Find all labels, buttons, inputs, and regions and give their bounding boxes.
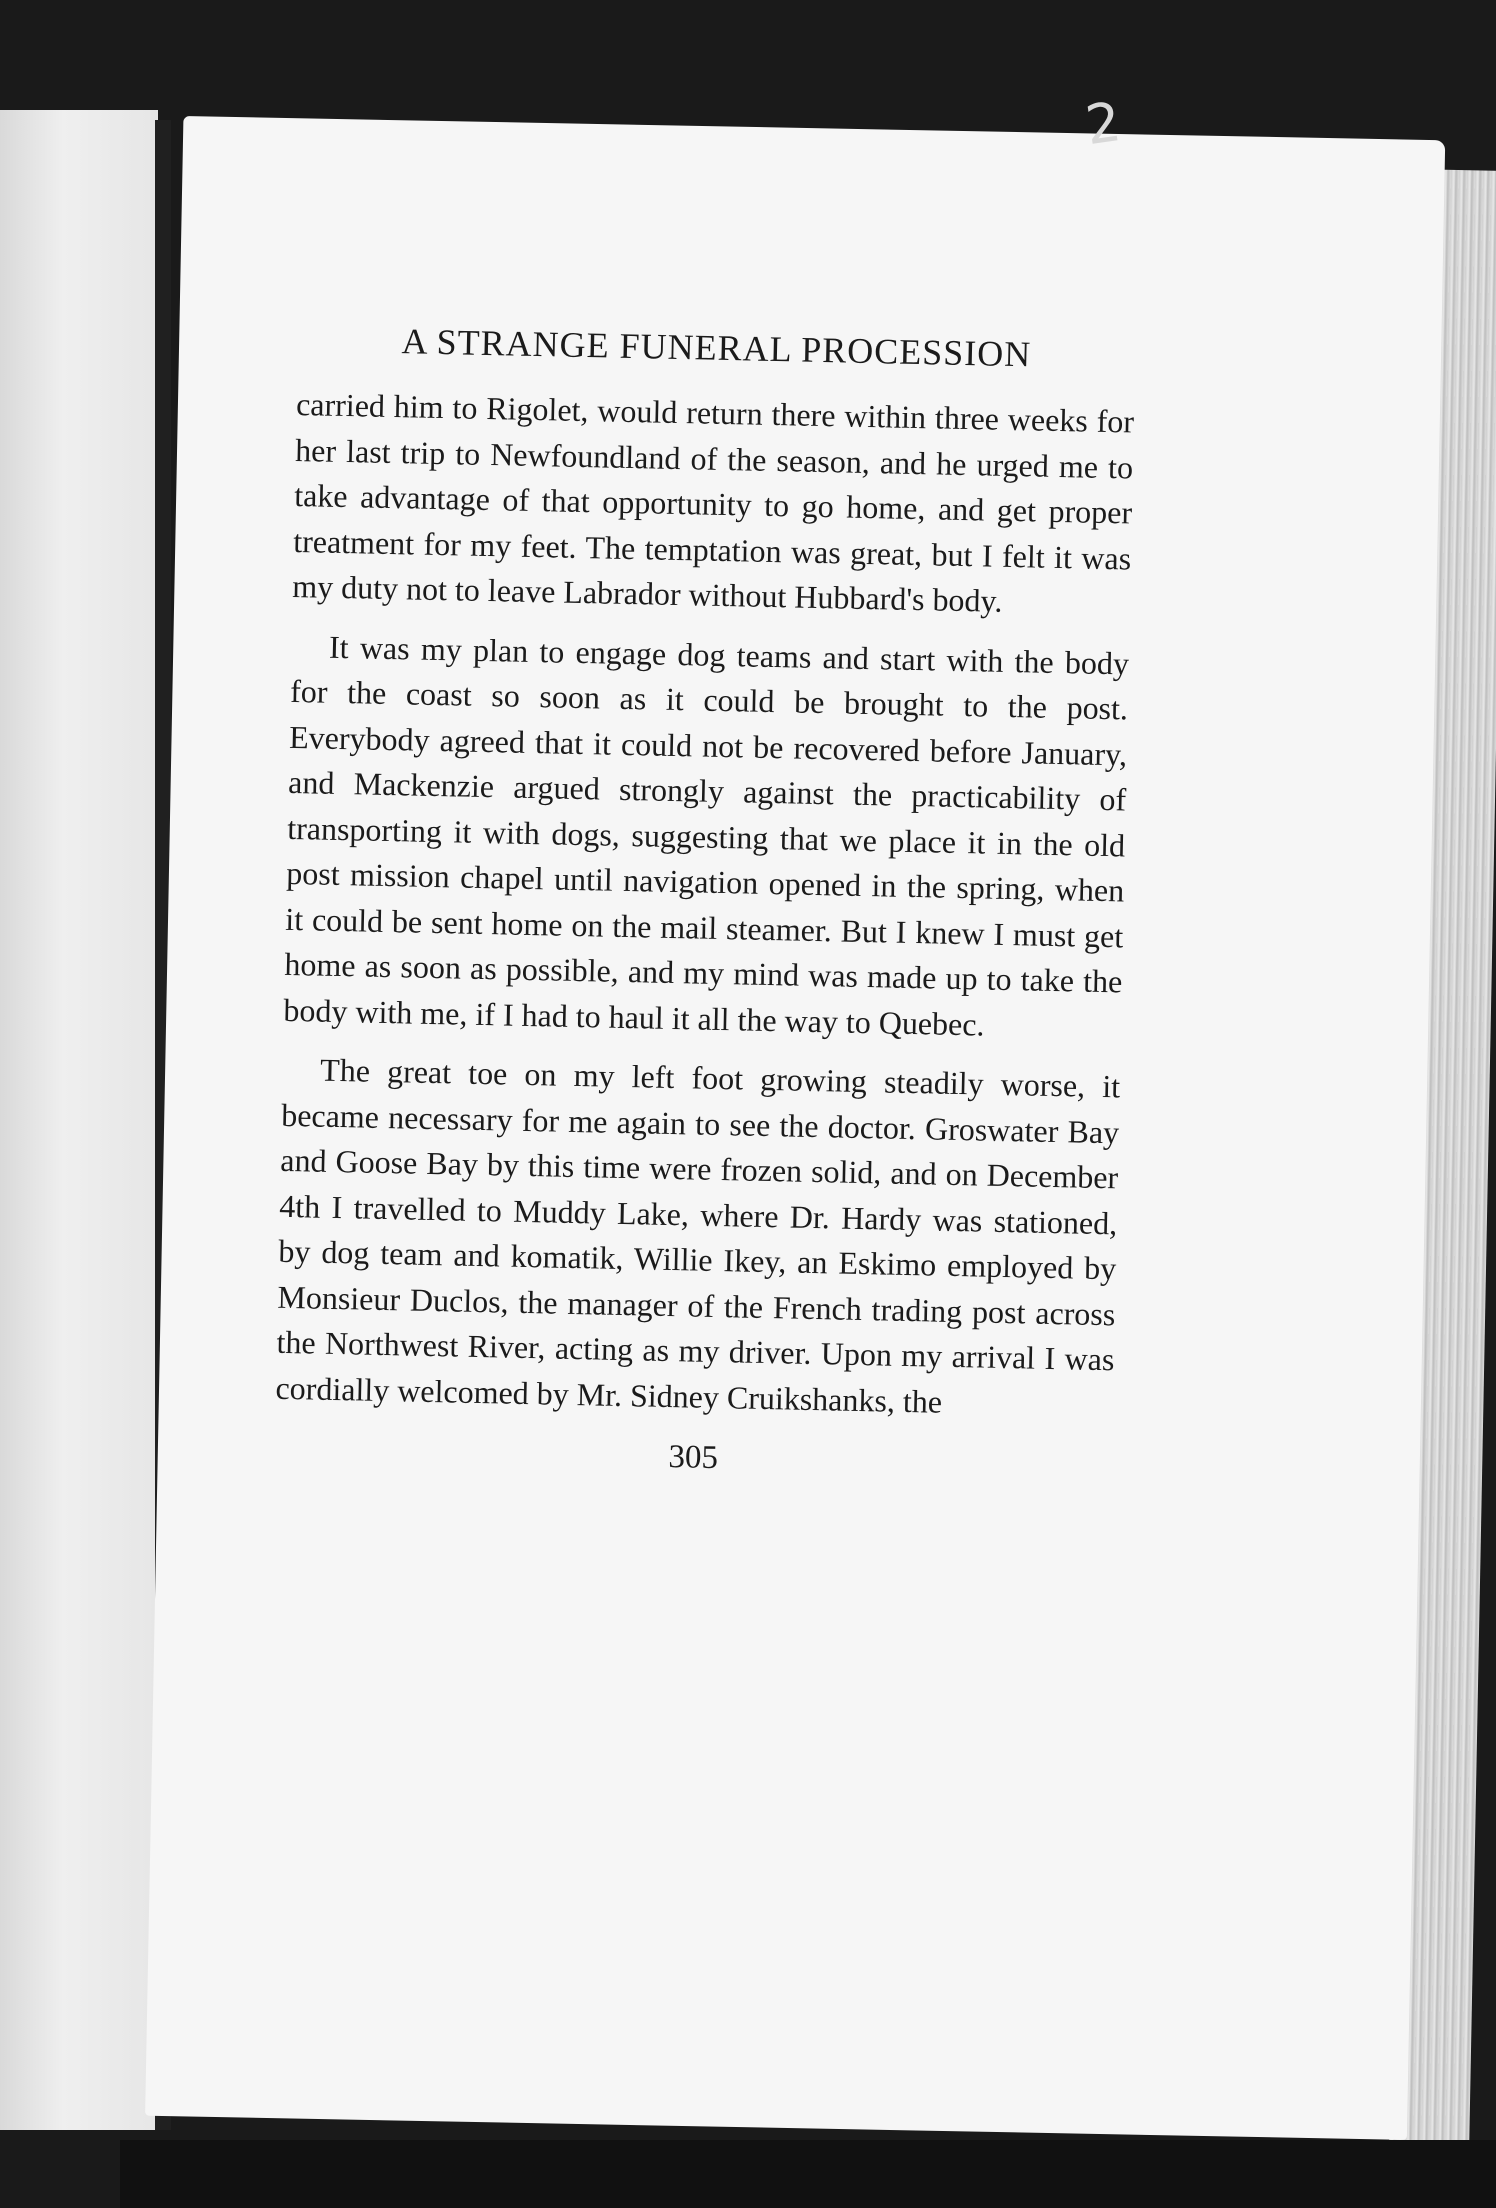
corner-pencil-mark: 2	[1081, 89, 1125, 158]
paragraph-3: The great toe on my left foot growing steadily worse, it became necessary for me again to see the doctor. Groswater Bay and Goose Bay by this time were frozen solid, and on December 4th I travelled to Muddy Lake, where Dr. Hardy was stationed, by dog team and komatik, Willie Ikey, an Eskimo employed by Monsieur Duclos, the manager of the French trading post across the Northwest River, acting as my driver. Upon my arrival I was cordially welcomed by Mr. Sidney Cruikshanks, the	[275, 1051, 1121, 1420]
page-number: 305	[668, 1439, 719, 1477]
paragraph-2: It was my plan to engage dog teams and start with the body for the coast so soon as it could be brought to the post. Everybody agreed that it could not be recovered before January, and Mackenzie argued strongly against the practicability of transporting it with dogs, suggesting that we place it in the old post mission chapel until navigation opened in the spring, when it could be sent home on the mail steamer. But I knew I must get home as soon as possible, and my mind was made up to take the body with me, if I had to haul it all the way to Quebec.	[283, 628, 1130, 1043]
facing-page	[0, 110, 158, 2130]
bottom-shadow	[120, 2140, 1496, 2208]
paragraph-1: carried him to Rigolet, would return there within three weeks for her last trip to Newfoundland of the season, and he urged me to take advantage of that opportunity to go home, and get proper treatment for my feet. The temptation was great, but I felt it was my duty not to leave Labrador without Hubbard's body.	[292, 385, 1135, 619]
running-head: A STRANGE FUNERAL PROCESSION	[401, 321, 1032, 375]
page-text-block	[274, 318, 1136, 1485]
